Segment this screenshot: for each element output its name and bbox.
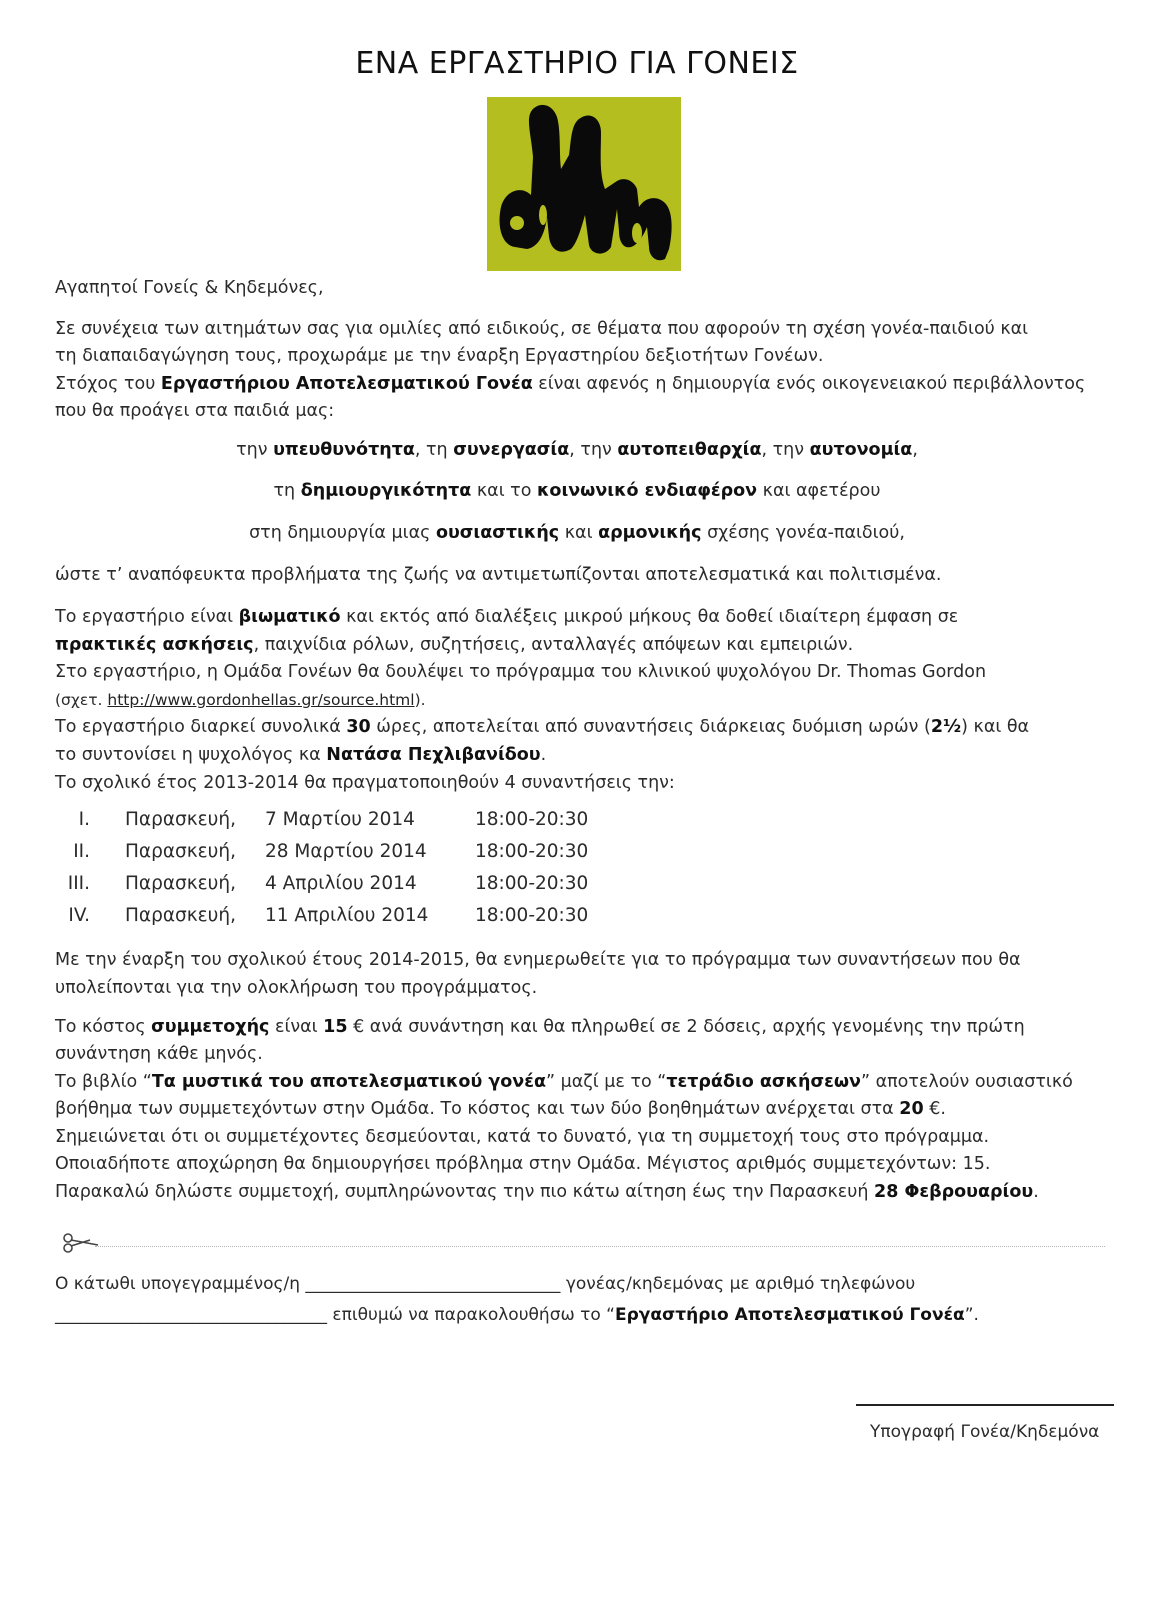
- signature-label: Υπογραφή Γονέα/Κηδεμόνα: [870, 1422, 1100, 1442]
- workshop-line: (σχετ. http://www.gordonhellas.gr/source.html).: [55, 691, 426, 709]
- schedule-row: [0, 905, 700, 935]
- schedule-date: 4 Απριλίου 2014: [265, 873, 417, 894]
- schedule-row: [0, 873, 700, 903]
- schedule-time: 18:00-20:30: [475, 873, 589, 894]
- next-year-line: υπολείπονται για την ολοκλήρωση του προγράμματος.: [55, 978, 538, 998]
- phone-blank[interactable]: ________________________________: [55, 1305, 327, 1325]
- signature-line[interactable]: [856, 1404, 1114, 1406]
- workshop-line: Το σχολικό έτος 2013-2014 θα πραγματοποιηθούν 4 συναντήσεις την:: [55, 773, 675, 793]
- schedule-day: Παρασκευή,: [125, 873, 236, 894]
- workshop-line: Το εργαστήριο είναι βιωματικό και εκτός από διαλέξεις μικρού μήκους θα δοθεί ιδιαίτερη έμφαση σε: [55, 607, 959, 627]
- schedule-num: IV.: [68, 905, 90, 926]
- goals-line: στη δημιουργία μιας ουσιαστικής και αρμονικής σχέσης γονέα-παιδιού,: [249, 523, 905, 543]
- cost-line: Σημειώνεται ότι οι συμμετέχοντες δεσμεύονται, κατά το δυνατό, για τη συμμετοχή τους στο πρόγραμμα.: [55, 1127, 990, 1147]
- cost-line: Οποιαδήποτε αποχώρηση θα δημιουργήσει πρόβλημα στην Ομάδα. Μέγιστος αριθμός συμμετεχόντων: 15.: [55, 1154, 991, 1174]
- name-blank[interactable]: ______________________________: [305, 1274, 561, 1294]
- scissors-icon: [60, 1231, 100, 1255]
- schedule-date: 7 Μαρτίου 2014: [265, 809, 415, 830]
- schedule-row: [0, 841, 700, 871]
- intro-line: τη διαπαιδαγώγηση τους, προχωράμε με την έναρξη Εργαστηρίου δεξιοτήτων Γονέων.: [55, 346, 824, 366]
- schedule-num: III.: [67, 873, 90, 894]
- schedule-time: 18:00-20:30: [475, 905, 589, 926]
- cost-line: βοήθημα των συμμετεχόντων στην Ομάδα. Το κόστος και των δύο βοηθημάτων ανέρχεται στα 20 €.: [55, 1099, 946, 1119]
- schedule-num: I.: [78, 809, 90, 830]
- so-that-line: ώστε τ’ αναπόφευκτα προβλήματα της ζωής να αντιμετωπίζονται αποτελεσματικά και πολιτισμένα.: [55, 565, 942, 585]
- cut-line: [95, 1246, 1105, 1247]
- intro-line: Σε συνέχεια των αιτημάτων σας για ομιλίες από ειδικούς, σε θέματα που αφορούν τη σχέση γονέα-παιδιού και: [55, 319, 1029, 339]
- cost-line: συνάντηση κάθε μηνός.: [55, 1044, 263, 1064]
- schedule-row: [0, 809, 700, 839]
- cost-line: Το βιβλίο “Τα μυστικά του αποτελεσματικού γονέα” μαζί με το “τετράδιο ασκήσεων” αποτελούν ουσιαστικό: [55, 1072, 1073, 1092]
- schedule-day: Παρασκευή,: [125, 809, 236, 830]
- goals-line: τη δημιουργικότητα και το κοινωνικό ενδιαφέρον και αφετέρου: [273, 481, 881, 501]
- schedule-day: Παρασκευή,: [125, 905, 236, 926]
- schedule-time: 18:00-20:30: [475, 809, 589, 830]
- schedule-date: 28 Μαρτίου 2014: [265, 841, 427, 862]
- goals-line: την υπευθυνότητα, τη συνεργασία, την αυτοπειθαρχία, την αυτονομία,: [236, 440, 918, 460]
- page-title: ΕΝΑ ΕΡΓΑΣΤΗΡΙΟ ΓΙΑ ΓΟΝΕΙΣ: [355, 46, 799, 81]
- cost-line: Το κόστος συμμετοχής είναι 15 € ανά συνάντηση και θα πληρωθεί σε 2 δόσεις, αρχής γενομένης την πρώτη: [55, 1017, 1025, 1037]
- gordon-link[interactable]: http://www.gordonhellas.gr/source.html: [107, 691, 415, 709]
- workshop-line: Στο εργαστήριο, η Ομάδα Γονέων θα δουλέψει το πρόγραμμα του κλινικού ψυχολόγου Dr. Thomas Gordon: [55, 662, 987, 682]
- workshop-line: Το εργαστήριο διαρκεί συνολικά 30 ώρες, αποτελείται από συναντήσεις διάρκειας δυόμιση ωρών (2½) και θα: [55, 717, 1030, 737]
- schedule-num: II.: [73, 841, 90, 862]
- form-line: Ο κάτωθι υπογεγραμμένος/η ______________________________ γονέας/κηδεμόνας με αριθμό τηλεφώνου: [55, 1274, 916, 1294]
- workshop-line: το συντονίσει η ψυχολόγος κα Νατάσα Πεχλιβανίδου.: [55, 745, 547, 765]
- greeting: Αγαπητοί Γονείς & Κηδεμόνες,: [55, 278, 324, 298]
- intro-line: που θα προάγει στα παιδιά μας:: [55, 401, 335, 421]
- form-line: ________________________________ επιθυμώ να παρακολουθήσω το “Εργαστήριο Αποτελεσματικού Γονέα”.: [55, 1305, 979, 1325]
- cost-line: Παρακαλώ δηλώστε συμμετοχή, συμπληρώνοντας την πιο κάτω αίτηση έως την Παρασκευή 28 Φεβρουαρίου.: [55, 1182, 1039, 1202]
- schedule-day: Παρασκευή,: [125, 841, 236, 862]
- schedule-time: 18:00-20:30: [475, 841, 589, 862]
- schedule-date: 11 Απριλίου 2014: [265, 905, 429, 926]
- intro-line: Στόχος του Εργαστήριου Αποτελεσματικού Γονέα είναι αφενός η δημιουργία ενός οικογενειακού περιβάλλοντος: [55, 374, 1086, 394]
- next-year-line: Με την έναρξη του σχολικού έτους 2014-2015, θα ενημερωθείτε για το πρόγραμμα των συναντήσεων που θα: [55, 950, 1021, 970]
- omada-logo-icon: [487, 97, 681, 271]
- workshop-line: πρακτικές ασκήσεις, παιχνίδια ρόλων, συζητήσεις, ανταλλαγές απόψεων και εμπειριών.: [55, 635, 854, 655]
